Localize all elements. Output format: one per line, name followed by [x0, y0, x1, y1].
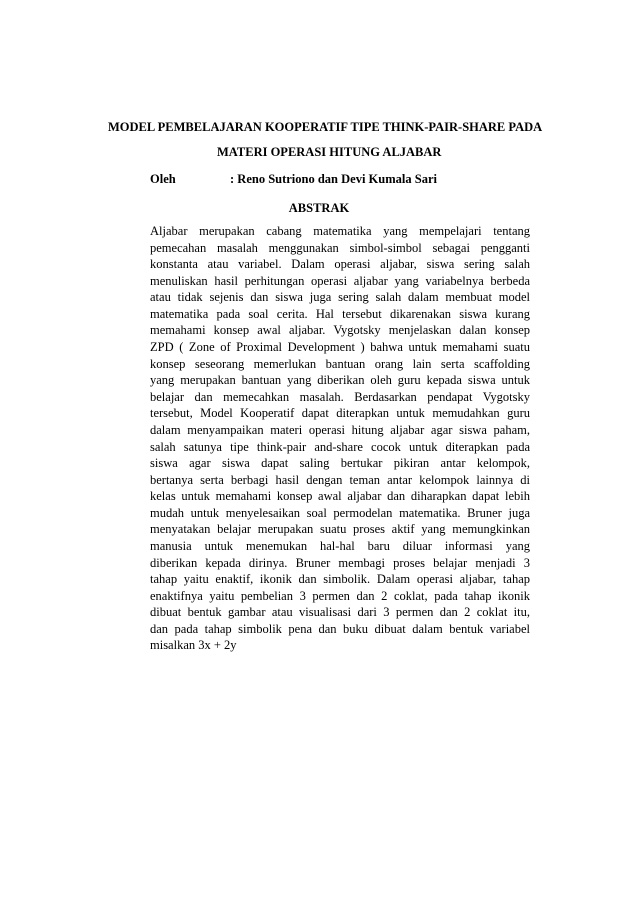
- abstract-line: bertanya serta berbagi hasil dengan teman antar kelompok lainnya di: [150, 472, 530, 487]
- abstract-line: atau tidak sejenis dan siswa juga sering salah dalam membuat model: [150, 290, 530, 305]
- abstract-line: diberikan kepada dirinya. Bruner membagi proses belajar menjadi 3: [150, 555, 530, 570]
- author-names: : Reno Sutriono dan Devi Kumala Sari: [230, 172, 437, 186]
- abstract-line: yang merupakan bantuan yang diberikan oleh guru kepada siswa untuk: [150, 373, 530, 388]
- author-label: Oleh: [150, 172, 176, 186]
- abstract-line: mudah untuk menyelesaikan soal permodelan matematika. Bruner juga: [150, 505, 530, 520]
- abstract-line: menuliskan hasil perhitungan operasi aljabar yang variabelnya berbeda: [150, 273, 530, 288]
- abstract-line: siswa agar siswa dapat saling bertukar pikiran antar kelompok,: [150, 456, 530, 471]
- abstract-heading: ABSTRAK: [288, 201, 350, 215]
- abstract-line: ZPD ( Zone of Proximal Development ) bahwa untuk memahami suatu: [150, 340, 530, 355]
- abstract-line: konsep seseorang memerlukan bantuan orang lain serta scaffolding: [150, 356, 530, 371]
- abstract-line: dibuat bentuk gambar atau visualisasi dari 3 permen dan 2 coklat itu,: [150, 605, 530, 620]
- abstract-line: dan pada tahap simbolik pena dan buku dibuat dalam bentuk variabel: [150, 621, 530, 636]
- title-line-2: MATERI OPERASI HITUNG ALJABAR: [217, 145, 442, 159]
- abstract-line: dalam menyampaikan materi operasi hitung aljabar agar siswa paham,: [150, 422, 530, 437]
- abstract-line: manusia untuk menemukan hal-hal baru diluar informasi yang: [150, 538, 530, 553]
- abstract-line: matematika pada soal cerita. Hal tersebut dikarenakan siswa kurang: [150, 306, 530, 321]
- abstract-line: memahami konsep awal aljabar. Vygotsky menjelaskan dalan konsep: [150, 323, 530, 338]
- abstract-line: tersebut, Model Kooperatif dapat diterapkan untuk memudahkan guru: [150, 406, 530, 421]
- abstract-line: enaktifnya yaitu pembelian 3 permen dan 2 coklat, pada tahap ikonik: [150, 588, 530, 603]
- abstract-line: konstanta atau variabel. Dalam operasi aljabar, siswa sering salah: [150, 257, 530, 272]
- title-line-1: MODEL PEMBELAJARAN KOOPERATIF TIPE THINK-PAIR-SHARE PADA: [108, 120, 543, 134]
- abstract-line: pemecahan masalah menggunakan simbol-simbol sebagai pengganti: [150, 240, 530, 255]
- abstract-line: Aljabar merupakan cabang matematika yang mempelajari tentang: [150, 224, 530, 238]
- abstract-line: menyatakan belajar merupakan suatu proses aktif yang memungkinkan: [150, 522, 530, 537]
- abstract-line: kelas untuk memahami konsep awal aljabar dan diharapkan dapat lebih: [150, 489, 530, 504]
- abstract-line: salah satunya tipe think-pair and-share cocok untuk diterapkan pada: [150, 439, 530, 454]
- abstract-line: tahap yaitu enaktif, ikonik dan simbolik. Dalam operasi aljabar, tahap: [150, 572, 530, 587]
- abstract-line: misalkan 3x + 2y: [150, 638, 237, 653]
- abstract-line: belajar dan memecahkan masalah. Berdasarkan pendapat Vygotsky: [150, 389, 530, 404]
- abstract-body: [150, 223, 530, 654]
